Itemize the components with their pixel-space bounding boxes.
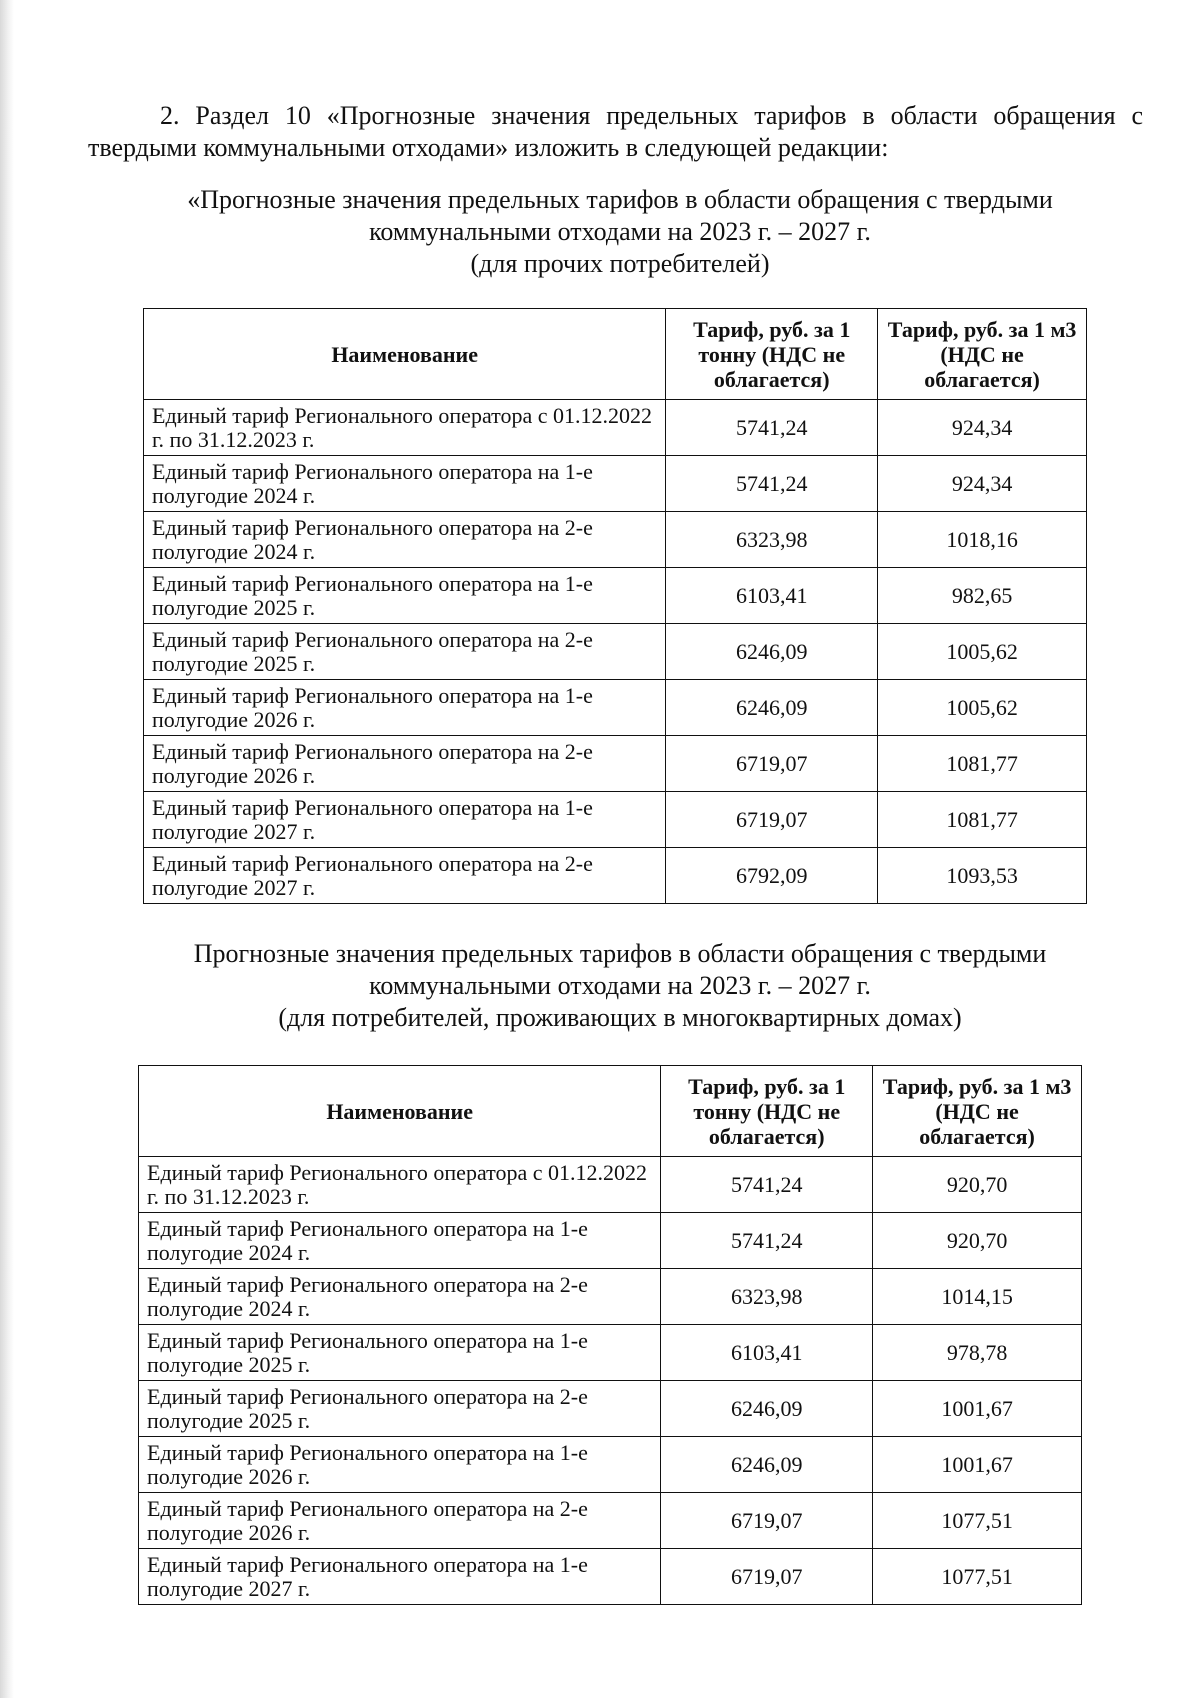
row-name-cell: Единый тариф Регионального оператора на 1-е полугодие 2025 г. xyxy=(139,1325,661,1381)
row-tariff-m3-cell: 1001,67 xyxy=(873,1381,1082,1437)
row-name-cell: Единый тариф Регионального оператора на 2-е полугодие 2026 г. xyxy=(144,736,666,792)
row-tariff-ton-cell: 6323,98 xyxy=(661,1269,873,1325)
row-name-cell: Единый тариф Регионального оператора на 1-е полугодие 2026 г. xyxy=(139,1437,661,1493)
intro-paragraph: 2. Раздел 10 «Прогнозные значения предельных тарифов в области обращения с твердыми коммунальными отходами» изложить в следующей редакции: xyxy=(88,101,1143,162)
row-tariff-m3-cell: 924,34 xyxy=(878,456,1087,512)
heading-line: (для прочих потребителей) xyxy=(470,249,770,278)
row-name-cell: Единый тариф Регионального оператора на 2-е полугодие 2025 г. xyxy=(139,1381,661,1437)
table-header-row xyxy=(144,309,1087,400)
header-name: Наименование xyxy=(144,309,666,400)
table-row xyxy=(144,400,1087,456)
table-row xyxy=(139,1549,1082,1605)
row-tariff-ton-cell: 6323,98 xyxy=(666,512,878,568)
row-tariff-m3-cell: 1005,62 xyxy=(878,624,1087,680)
table-row xyxy=(139,1269,1082,1325)
row-tariff-ton-cell: 6719,07 xyxy=(661,1493,873,1549)
row-name-cell: Единый тариф Регионального оператора на 1-е полугодие 2024 г. xyxy=(139,1213,661,1269)
table-row xyxy=(139,1213,1082,1269)
table-row xyxy=(144,736,1087,792)
heading-line: «Прогнозные значения предельных тарифов в области обращения с твердыми xyxy=(187,185,1053,214)
row-name-cell: Единый тариф Регионального оператора на 2-е полугодие 2024 г. xyxy=(139,1269,661,1325)
row-tariff-m3-cell: 978,78 xyxy=(873,1325,1082,1381)
row-name-cell: Единый тариф Регионального оператора на 2-е полугодие 2027 г. xyxy=(144,848,666,904)
table-row xyxy=(144,680,1087,736)
row-tariff-m3-cell: 1077,51 xyxy=(873,1493,1082,1549)
row-tariff-m3-cell: 1001,67 xyxy=(873,1437,1082,1493)
section1-heading xyxy=(130,184,1110,280)
table-row xyxy=(139,1437,1082,1493)
row-tariff-ton-cell: 5741,24 xyxy=(661,1157,873,1213)
table-row xyxy=(144,792,1087,848)
row-tariff-m3-cell: 920,70 xyxy=(873,1213,1082,1269)
header-name: Наименование xyxy=(139,1066,661,1157)
row-tariff-ton-cell: 6246,09 xyxy=(666,624,878,680)
row-tariff-ton-cell: 6719,07 xyxy=(666,736,878,792)
row-tariff-ton-cell: 6246,09 xyxy=(661,1437,873,1493)
header-tariff-m3: Тариф, руб. за 1 м3 (НДС не облагается) xyxy=(873,1066,1082,1157)
row-name-cell: Единый тариф Регионального оператора на 1-е полугодие 2026 г. xyxy=(144,680,666,736)
row-tariff-m3-cell: 1093,53 xyxy=(878,848,1087,904)
row-name-cell: Единый тариф Регионального оператора на 2-е полугодие 2024 г. xyxy=(144,512,666,568)
row-tariff-ton-cell: 6719,07 xyxy=(666,792,878,848)
row-name-cell: Единый тариф Регионального оператора на 1-е полугодие 2027 г. xyxy=(144,792,666,848)
row-tariff-ton-cell: 5741,24 xyxy=(661,1213,873,1269)
row-name-cell: Единый тариф Регионального оператора на 2-е полугодие 2026 г. xyxy=(139,1493,661,1549)
row-tariff-m3-cell: 1081,77 xyxy=(878,792,1087,848)
heading-line: Прогнозные значения предельных тарифов в области обращения с твердыми xyxy=(193,939,1047,968)
row-name-cell: Единый тариф Регионального оператора на 2-е полугодие 2025 г. xyxy=(144,624,666,680)
row-name-cell: Единый тариф Регионального оператора с 01.12.2022 г. по 31.12.2023 г. xyxy=(139,1157,661,1213)
table-row xyxy=(144,848,1087,904)
table-row xyxy=(139,1493,1082,1549)
row-tariff-m3-cell: 1081,77 xyxy=(878,736,1087,792)
table-header-row xyxy=(139,1066,1082,1157)
table-row xyxy=(144,624,1087,680)
row-tariff-m3-cell: 1014,15 xyxy=(873,1269,1082,1325)
section2-heading xyxy=(130,938,1110,1034)
tariff-table-apartment-residents xyxy=(138,1065,1082,1605)
header-tariff-ton: Тариф, руб. за 1 тонну (НДС не облагается) xyxy=(666,309,878,400)
table-row xyxy=(139,1325,1082,1381)
scan-edge xyxy=(0,0,14,1698)
row-tariff-ton-cell: 6103,41 xyxy=(661,1325,873,1381)
table-row xyxy=(139,1381,1082,1437)
row-tariff-m3-cell: 1077,51 xyxy=(873,1549,1082,1605)
row-tariff-ton-cell: 6103,41 xyxy=(666,568,878,624)
table-row xyxy=(144,512,1087,568)
row-tariff-ton-cell: 6246,09 xyxy=(666,680,878,736)
table-row xyxy=(144,568,1087,624)
row-tariff-ton-cell: 5741,24 xyxy=(666,456,878,512)
header-tariff-ton: Тариф, руб. за 1 тонну (НДС не облагается) xyxy=(661,1066,873,1157)
heading-line: коммунальными отходами на 2023 г. – 2027 г. xyxy=(369,217,871,246)
row-tariff-m3-cell: 1005,62 xyxy=(878,680,1087,736)
row-tariff-m3-cell: 982,65 xyxy=(878,568,1087,624)
row-tariff-ton-cell: 6246,09 xyxy=(661,1381,873,1437)
heading-line: (для потребителей, проживающих в многоквартирных домах) xyxy=(278,1003,962,1032)
table-row xyxy=(144,456,1087,512)
row-name-cell: Единый тариф Регионального оператора на 1-е полугодие 2025 г. xyxy=(144,568,666,624)
table-row xyxy=(139,1157,1082,1213)
heading-line: коммунальными отходами на 2023 г. – 2027 г. xyxy=(369,971,871,1000)
row-tariff-m3-cell: 1018,16 xyxy=(878,512,1087,568)
row-name-cell: Единый тариф Регионального оператора на 1-е полугодие 2024 г. xyxy=(144,456,666,512)
row-tariff-m3-cell: 924,34 xyxy=(878,400,1087,456)
row-tariff-ton-cell: 5741,24 xyxy=(666,400,878,456)
row-tariff-ton-cell: 6719,07 xyxy=(661,1549,873,1605)
row-name-cell: Единый тариф Регионального оператора с 01.12.2022 г. по 31.12.2023 г. xyxy=(144,400,666,456)
row-tariff-m3-cell: 920,70 xyxy=(873,1157,1082,1213)
row-tariff-ton-cell: 6792,09 xyxy=(666,848,878,904)
tariff-table-other-consumers xyxy=(143,308,1087,904)
header-tariff-m3: Тариф, руб. за 1 м3 (НДС не облагается) xyxy=(878,309,1087,400)
row-name-cell: Единый тариф Регионального оператора на 1-е полугодие 2027 г. xyxy=(139,1549,661,1605)
